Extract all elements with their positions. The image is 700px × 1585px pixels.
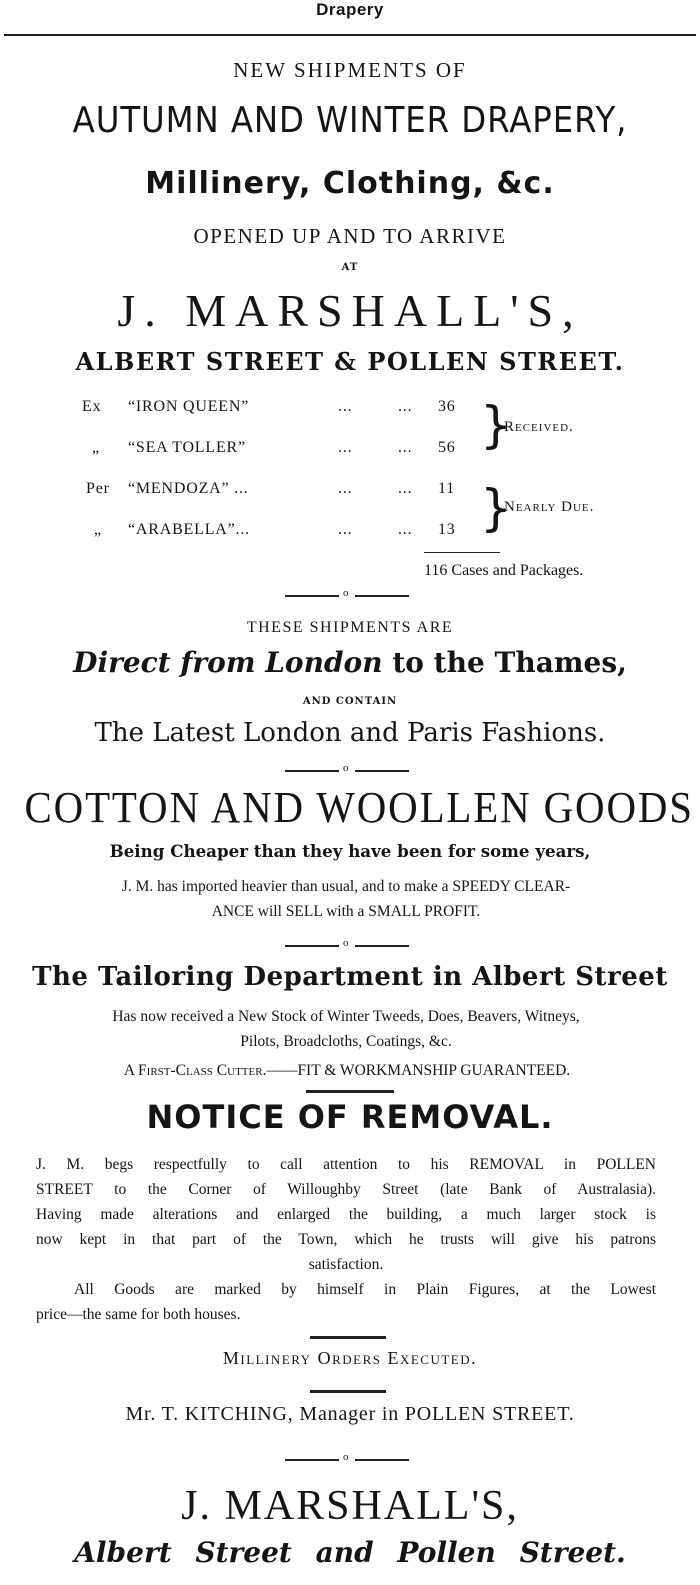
intro-millinery: Millinery, Clothing, &c.: [145, 166, 555, 201]
footer-address: Albert Street and Pollen Street.: [74, 1536, 626, 1569]
intro-headline: AUTUMN AND WINTER DRAPERY,: [72, 100, 628, 141]
tailoring-line: A First-Class Cutter.——FIT & WORKMANSHIP GUARANTEED.: [123, 1062, 571, 1079]
removal-line: price—the same for both houses.: [36, 1306, 241, 1323]
cotton-line: ANCE will SELL with a SMALL PROFIT.: [211, 903, 481, 920]
status-received: Received.: [504, 419, 574, 435]
tailoring-line: Pilots, Broadcloths, Coatings, &c.: [240, 1033, 452, 1050]
removal-line: J. M. begs respectfully to call attention to his REMOVAL in POLLEN: [36, 1156, 656, 1173]
shipment-leader: ...: [338, 480, 353, 497]
removal-line: STREET to the Corner of Willoughby Street (late Bank of Australasia).: [36, 1181, 656, 1198]
separator-glyph: o: [343, 762, 349, 774]
shipment-row: [0, 398, 700, 428]
shipment-row: [0, 521, 700, 551]
separator: [285, 762, 409, 776]
shipment-count: 36: [438, 398, 456, 415]
merchant-address: ALBERT STREET & POLLEN STREET.: [75, 347, 625, 376]
manager-line: Mr. T. KITCHING, Manager in POLLEN STREET.: [125, 1403, 575, 1425]
intro-at: AT: [341, 262, 359, 273]
footer-merchant: J. MARSHALL'S,: [181, 1483, 519, 1529]
shipment-prefix: Ex: [82, 398, 102, 415]
separator: [285, 1451, 409, 1465]
separator: [285, 587, 409, 601]
removal-line: satisfaction.: [308, 1256, 384, 1273]
cotton-line: J. M. has imported heavier than usual, and to make a SPEEDY CLEAR-: [121, 878, 571, 895]
tailoring-heading: The Tailoring Department in Albert Street: [32, 962, 668, 992]
shipment-leader: ...: [338, 521, 353, 538]
removal-line: All Goods are marked by himself in Plain Figures, at the Lowest: [74, 1281, 656, 1298]
tailoring-body: [36, 1004, 656, 1054]
direct-rest: to the Thames,: [382, 646, 627, 679]
shipment-leader: ...: [398, 521, 413, 538]
cotton-subheading: Being Cheaper than they have been for some years,: [109, 842, 591, 862]
shipment-ship-name: “IRON QUEEN”: [128, 398, 250, 415]
latest-fashions: The Latest London and Paris Fashions.: [94, 718, 606, 748]
shipment-count: 56: [438, 439, 456, 456]
ornament-rule: [310, 1336, 386, 1339]
tailoring-guarantee: [34, 1058, 660, 1083]
separator-glyph: o: [343, 1451, 349, 1463]
cotton-heading: COTTON AND WOOLLEN GOODS: [24, 783, 694, 832]
intro-new-shipments: NEW SHIPMENTS OF: [233, 58, 467, 82]
direct-intro: THESE SHIPMENTS ARE: [246, 619, 454, 636]
shipment-ship-name: “MENDOZA” ...: [128, 480, 249, 497]
cotton-body: [36, 874, 656, 924]
separator-glyph: o: [343, 937, 349, 949]
millinery-orders: Millinery Orders Executed.: [222, 1348, 478, 1368]
header-rule: [4, 34, 696, 36]
ornament-rule: [310, 1390, 386, 1393]
shipment-leader: ...: [338, 398, 353, 415]
brace-icon: }: [480, 396, 512, 454]
removal-line: now kept in that part of the Town, which he trusts will give his patrons: [36, 1231, 656, 1248]
shipment-count: 13: [438, 521, 456, 538]
direct-headline: [0, 646, 700, 679]
separator-glyph: o: [343, 587, 349, 599]
direct-contain: AND CONTAIN: [302, 696, 398, 707]
tailoring-line: Has now received a New Stock of Winter Tweeds, Does, Beavers, Witneys,: [112, 1008, 580, 1025]
removal-heading: NOTICE OF REMOVAL.: [146, 1098, 554, 1136]
shipment-ship-name: “SEA TOLLER”: [128, 439, 246, 456]
shipment-leader: ...: [398, 480, 413, 497]
direct-italic: Direct from London: [73, 646, 383, 679]
removal-line: Having made alterations and enlarged the building, a much larger stock is: [36, 1206, 656, 1223]
section-header: Drapery: [316, 0, 384, 19]
ornament-rule: [306, 1090, 394, 1093]
shipment-prefix: „: [94, 521, 102, 538]
shipment-ship-name: “ARABELLA”...: [128, 521, 250, 538]
shipment-count: 11: [438, 480, 456, 497]
total-rule: [424, 552, 500, 553]
shipment-prefix: Per: [86, 480, 110, 497]
removal-body: [36, 1152, 656, 1327]
shipment-total: 116 Cases and Packages.: [424, 562, 584, 579]
shipment-leader: ...: [398, 439, 413, 456]
shipment-leader: ...: [398, 398, 413, 415]
merchant-name: J. MARSHALL'S,: [117, 285, 583, 336]
shipment-prefix: „: [92, 439, 100, 456]
intro-opened: OPENED UP AND TO ARRIVE: [193, 224, 507, 248]
separator: [285, 937, 409, 951]
status-nearly-due: Nearly Due.: [504, 499, 595, 515]
brace-icon: }: [480, 479, 512, 537]
shipment-leader: ...: [338, 439, 353, 456]
shipment-row: [0, 480, 700, 510]
shipment-row: [0, 439, 700, 469]
